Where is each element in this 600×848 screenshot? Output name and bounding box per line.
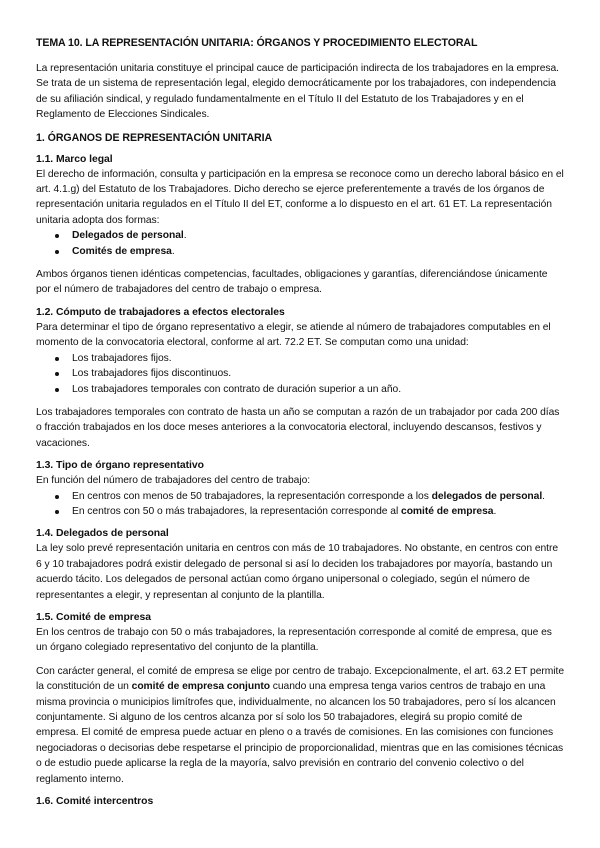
intro-paragraph: La representación unitaria constituye el principal cauce de participación indirecta de los trabajadores en la empresa. Se trata de un sistema de representación legal, elegido democráticamente por los trabajadores, con independencia de su afiliación sindical, y regulado fundamentalmente en el Título II del Estatuto de los Trabajadores y en el Reglamento de Elecciones Sindicales. [36, 63, 559, 121]
subsection-heading-1-5: 1.5. Comité de empresa [36, 611, 151, 623]
paragraph-competencias: Ambos órganos tienen idénticas competencias, facultades, obligaciones y garantías, diferenciándose únicamente por el número de trabajadores del centro de trabajo o empresa. [36, 269, 548, 296]
paragraph-comite-2: Con carácter general, el comité de empresa se elige por centro de trabajo. Excepcionalmente, el art. 63.2 ET permite la constitución de un comité de empresa conjunto cuando una empresa tenga varios centros de trabajo en una misma provincia o municipios limítrofes que, individualmente, no alcancen los 50 trabajadores, pero sí los alcancen conjuntamente. Si alguno de los centros alcanza por sí solo los 50 trabajadores, elegirá su propio comité de empresa. El comité de empresa puede actuar en pleno o a través de comisiones. En las comisiones con funciones negociadoras o decisorias debe respetarse el principio de proporcionalidad, mientras que en las comisiones técnicas o de estudio puede aplicarse la regla de la mayoría, salvo previsión en contrario del convenio colectivo o del reglamento interno. [36, 665, 565, 785]
list-item: En centros con 50 o más trabajadores, la representación corresponde al comité de empresa. [72, 504, 564, 519]
list-item: En centros con menos de 50 trabajadores, la representación corresponde a los delegados de personal. [72, 489, 564, 504]
paragraph-marco-legal: El derecho de información, consulta y participación en la empresa se reconoce como un derecho laboral básico en el art. 4.1.g) del Estatuto de los Trabajadores. Dicho derecho se ejerce preferentemente a través de los órganos de representación unitaria regulados en el Título II del ET, conforme a lo dispuesto en el art. 61 ET. La representación unitaria adopta dos formas: [36, 168, 564, 226]
document-page [36, 36, 564, 809]
list-item: Los trabajadores fijos. [72, 351, 564, 366]
paragraph-delegados: La ley solo prevé representación unitaria en centros con más de 10 trabajadores. No obstante, en centros con entre 6 y 10 trabajadores podrá existir delegado de personal si así lo deciden los trabajadores por mayoría, bastando un acuerdo tácito. Los delegados de personal actúan como órgano unipersonal o colegiado, según el número de representantes a elegir, y representan al conjunto de la plantilla. [36, 543, 559, 601]
list-item: Comités de empresa. [72, 244, 564, 259]
subsection-heading-1-6: 1.6. Comité intercentros [36, 796, 154, 808]
paragraph-computo: Para determinar el tipo de órgano representativo a elegir, se atiende al número de trabajadores computables en el momento de la convocatoria electoral, conforme al art. 72.2 ET. Se computan como una unidad: [36, 321, 551, 349]
list-forms [36, 228, 564, 259]
section-heading-1: 1. ÓRGANOS DE REPRESENTACIÓN UNITARIA [36, 131, 273, 144]
subsection-heading-1-3: 1.3. Tipo de órgano representativo [36, 460, 204, 472]
paragraph-temporales: Los trabajadores temporales con contrato de hasta un año se computan a razón de un trabajador por cada 200 días o fracción trabajados en los doce meses anteriores a la convocatoria electoral, incluyendo descansos, festivos y vacaciones. [36, 406, 560, 449]
list-computables [36, 351, 564, 397]
paragraph-comite-1: En los centros de trabajo con 50 o más trabajadores, la representación corresponde al comité de empresa, que es un órgano colegiado representativo del conjunto de la plantilla. [36, 626, 552, 654]
subsection-heading-1-4: 1.4. Delegados de personal [36, 528, 169, 540]
list-item: Los trabajadores temporales con contrato de duración superior a un año. [72, 382, 564, 397]
list-tipo-organo [36, 489, 564, 520]
list-item: Los trabajadores fijos discontinuos. [72, 366, 564, 381]
subsection-heading-1-1: 1.1. Marco legal [36, 153, 113, 165]
list-item: Delegados de personal. [72, 228, 564, 243]
subsection-heading-1-2: 1.2. Cómputo de trabajadores a efectos electorales [36, 306, 285, 318]
paragraph-tipo-organo: En función del número de trabajadores del centro de trabajo: [36, 475, 311, 487]
document-title: TEMA 10. LA REPRESENTACIÓN UNITARIA: ÓRGANOS Y PROCEDIMIENTO ELECTORAL [36, 37, 478, 49]
